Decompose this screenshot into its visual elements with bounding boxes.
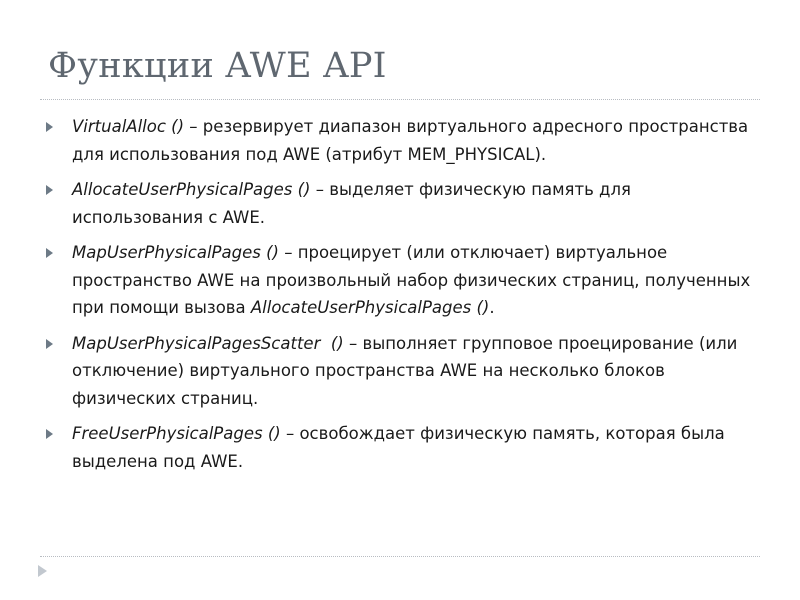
function-name: VirtualAlloc () (72, 117, 185, 136)
item-description: – резервирует диапазон виртуального адресного пространства для использования под AWE (атрибут MEM_PHYSICAL). (72, 117, 749, 164)
list-item (46, 420, 766, 475)
bullet-triangle-icon (46, 185, 53, 195)
bullet-triangle-icon (46, 122, 53, 132)
item-description: – освобождает физическую память, которая была выделена под AWE. (72, 424, 725, 471)
item-description: – выполняет групповое проецирование (или отключение) виртуального пространства AWE на несколько блоков физических страниц. (72, 333, 738, 408)
function-name: FreeUserPhysicalPages () (72, 424, 281, 443)
bullet-list (46, 113, 766, 483)
bullet-triangle-icon (46, 248, 53, 258)
list-item (46, 239, 766, 322)
list-item (46, 113, 766, 168)
item-description: – выделяет физическую память для использования с AWE. (72, 180, 631, 227)
bullet-triangle-icon (46, 429, 53, 439)
item-description-tail: . (489, 298, 495, 317)
list-item (46, 176, 766, 231)
function-name: AllocateUserPhysicalPages () (72, 180, 311, 199)
list-item (46, 330, 766, 413)
slide-title: Функции AWE API (48, 46, 387, 86)
function-name-reference: AllocateUserPhysicalPages () (250, 298, 490, 317)
item-description: – проецирует (или отключает) виртуальное пространство AWE на произвольный набор физических страниц, полученных при помощи вызова (72, 243, 751, 317)
function-name: MapUserPhysicalPagesScatter () (72, 333, 344, 353)
next-slide-arrow-icon[interactable] (38, 565, 47, 577)
title-divider (40, 99, 760, 100)
footer-divider (40, 556, 760, 557)
function-name: MapUserPhysicalPages () (72, 243, 279, 262)
bullet-triangle-icon (46, 339, 53, 349)
